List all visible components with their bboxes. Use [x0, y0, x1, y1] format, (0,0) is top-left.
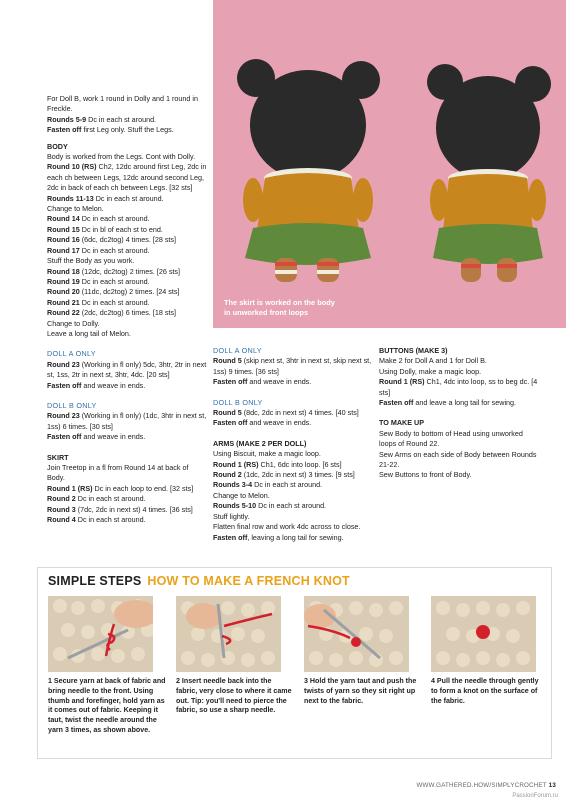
step-4-image: [431, 596, 536, 672]
simple-steps-box: [37, 567, 552, 759]
buttons-heading: BUTTONS (MAKE 3): [379, 346, 448, 355]
column-1: For Doll B, work 1 round in Dolly and 1 round in Freckle. Rounds 5-9 Dc in each st around. Fasten off first Leg only. Stuff the Legs. BODY Body is worked from the Legs. Cont with Dolly. Round 10 (RS) Ch2, 12dc around first Leg, 2dc in each ch between Legs, 12dc around second Leg, 2dc in back of each ch between Legs. [32 sts] Rounds 11-13 Dc in each st around. Change to Melon. Round 14 Dc in each st around. Round 15 Dc in bl of each st to end. Round 16 (6dc, dc2tog) 4 times. [28 sts] Round 17 Dc in each st around. Stuff the Body as you work. Round 18 (12dc, dc2tog) 2 times. [26 sts] Round 19 Dc in each st around. Round 20 (11dc, dc2tog) 2 times. [24 sts] Round 21 Dc in each st around. Round 22 (2dc, dc2tog) 6 times. [18 sts] Change to Dolly. Leave a long tail of Melon. DOLL A ONLY Round 23 (Working in fl only) 5dc, 3htr, 2tr in next st, 1ss, 2tr in next st, 3htr, 4dc. [20 sts] Fasten off and weave in ends. DOLL B ONLY Round 23 (Working in fl only) (1dc, 3htr in next st, 1ss) 6 times. [30 sts] Fasten off and weave in ends. SKIRT Join Treetop in a fl from Round 14 at back of Body. Round 1 (RS) Dc in each loop to end. [32 sts] Round 2 Dc in each st around. Round 3 (7dc, 2dc in next st) 4 times. [36 sts] Round 4 Dc in each st around.: [47, 94, 207, 525]
doll-a-heading: DOLL A ONLY: [47, 349, 96, 359]
step-2-image: [176, 596, 281, 672]
skirt-heading: SKIRT: [47, 452, 69, 462]
doll-a-heading-2: DOLL A ONLY: [213, 346, 262, 355]
steps-title: SIMPLE STEPS HOW TO MAKE A FRENCH KNOT: [48, 574, 350, 588]
page-number: 13: [548, 782, 556, 789]
step-3-image: [304, 596, 409, 672]
body-heading: BODY: [47, 141, 68, 151]
step-1-text: 1 Secure yarn at back of fabric and bring needle to the front. Using thumb and forefinger, hold yarn as it comes out of fabric. Keeping it taut, twist the needle around the yarn 3 times, as shown above.: [48, 677, 166, 734]
step-1-image: [48, 596, 153, 672]
make-up-heading: TO MAKE UP: [379, 418, 424, 428]
footer-url: WWW.GATHERED.HOW/SIMPLYCROCHET: [416, 782, 547, 789]
doll-b-heading: DOLL B ONLY: [47, 400, 97, 410]
arms-heading: ARMS (MAKE 2 PER DOLL): [213, 438, 307, 448]
column-2: DOLL A ONLY Round 5 (skip next st, 3htr in next st, skip next st, 1ss) 9 times. [36 sts] Fasten off and weave in ends. DOLL B ONLY Round 5 (8dc, 2dc in next st) 4 times. [40 sts] Fasten off and weave in ends. ARMS (MAKE 2 PER DOLL) Using Biscuit, make a magic loop. Round 1 (RS) Ch1, 6dc into loop. [6 sts] Round 2 (1dc, 2dc in next st) 3 times. [9 sts] Rounds 3-4 Dc in each st around. Change to Melon. Rounds 5-10 Dc in each st around. Stuff lightly. Flatten final row and work 4dc across to close. Fasten off, leaving a long tail for sewing.: [213, 346, 372, 542]
step-4-text: 4 Pull the needle through gently to form a knot on the surface of the fabric.: [431, 677, 539, 705]
crochet-dolls-illustration: [213, 0, 566, 328]
page-footer: [416, 782, 556, 789]
photo-caption: The skirt is worked on the body in unworked front loops: [224, 298, 335, 317]
step-3-text: 3 Hold the yarn taut and push the twists of yarn so they sit right up next to the fabric.: [304, 677, 417, 705]
doll-b-heading-2: DOLL B ONLY: [213, 397, 263, 407]
round-label: Rounds 5-9: [47, 114, 87, 124]
fasten-off-label: Fasten off: [47, 125, 82, 135]
watermark: PassionForum.ru: [512, 793, 558, 799]
doll-photo: [213, 0, 566, 328]
step-2-text: 2 Insert needle back into the fabric, very close to where it came out. Tip: you'll need to pierce the fabric, so use a sharp needle.: [176, 677, 292, 715]
leg-intro: For Doll B, work 1 round in Dolly and 1 round in Freckle.: [47, 94, 199, 114]
column-3: BUTTONS (MAKE 3) Make 2 for Doll A and 1 for Doll B. Using Dolly, make a magic loop. Round 1 (RS) Ch1, 4dc into loop, ss to beg dc. [4 sts] Fasten off and leave a long tail for sewing. TO MAKE UP Sew Body to bottom of Head using unworked loops of Round 22. Sew Arms on each side of Body between Rounds 21-22. Sew Buttons to front of Body.: [379, 346, 538, 480]
